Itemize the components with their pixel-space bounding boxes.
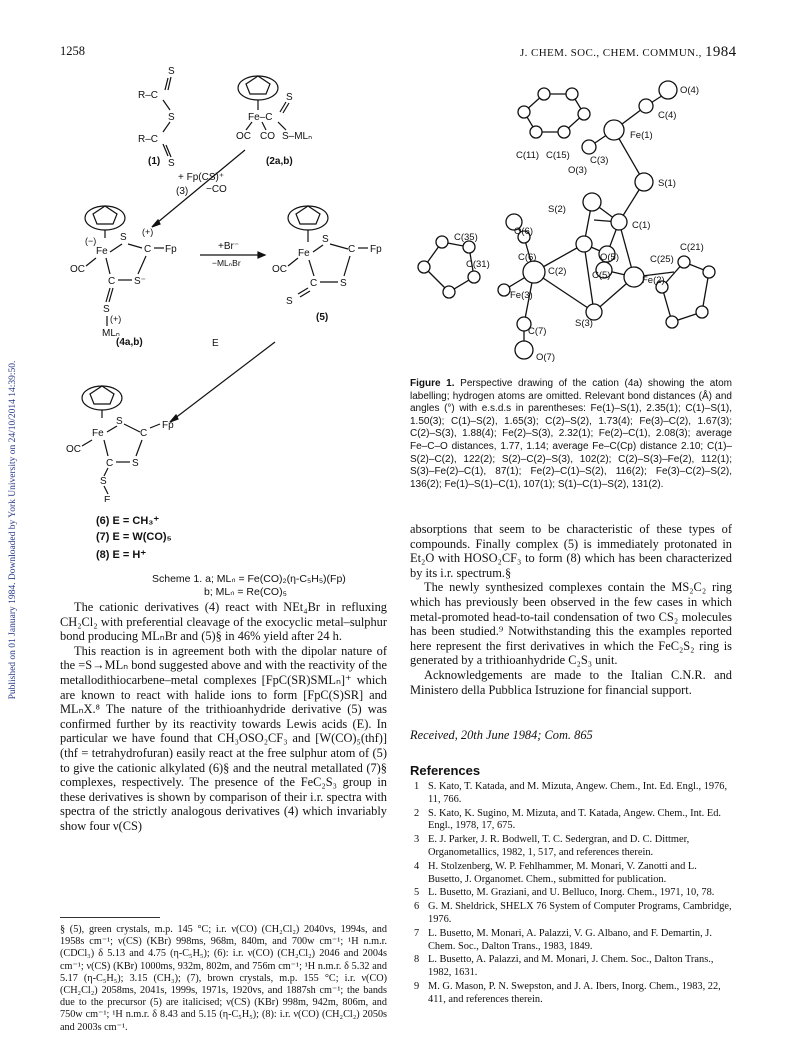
ref-text: L. Busetto, A. Palazzi, and M. Monari, J. Chem. Soc., Dalton Trans., 1982, 1631. xyxy=(428,954,714,979)
svg-text:Fp: Fp xyxy=(162,420,174,431)
reference-item xyxy=(410,954,732,980)
arrow1-reagent-number: (3) xyxy=(176,186,189,197)
caption-title: Figure 1. xyxy=(410,378,455,389)
page-number: 1258 xyxy=(60,44,85,58)
atom-label: Fe(2) xyxy=(642,275,665,286)
watermark-text: Published on 01 January 1984. Downloaded by York University on 24/10/2014 14:39:50. xyxy=(8,360,18,700)
svg-text:Fe: Fe xyxy=(92,428,104,439)
atom-label: C(35) xyxy=(454,232,478,243)
svg-text:R–C: R–C xyxy=(138,134,159,145)
atom-label: O(7) xyxy=(536,352,555,363)
svg-text:E: E xyxy=(104,495,111,502)
svg-text:OC: OC xyxy=(66,444,81,455)
compound-5-structure xyxy=(272,206,382,307)
journal-year: 1984 xyxy=(704,44,737,60)
paragraph: The cationic derivatives (4) react with NEt₄Br in refluxing CH₂Cl₂ with preferential cleavage of the exocyclic metal–sulphur bond producing MLₙBr and (5)§ in 46% yield after 24 h. xyxy=(60,600,387,644)
journal-header xyxy=(520,44,737,61)
svg-text:C: C xyxy=(348,244,356,255)
compound-4-structure xyxy=(70,206,177,339)
atom-label: O(6) xyxy=(514,226,533,237)
ref-number: 7 xyxy=(414,927,420,939)
ref-number: 8 xyxy=(414,954,420,966)
label-compound-1: (1) xyxy=(148,156,161,167)
compound-2-structure xyxy=(236,76,312,142)
atom-label: O(5) xyxy=(600,252,619,263)
atom-label: C(5) xyxy=(592,270,611,281)
atom-label: C(21) xyxy=(680,242,704,253)
label-compound-4: (4a,b) xyxy=(116,337,143,348)
figure-1-caption xyxy=(410,378,732,491)
atom-label: C(25) xyxy=(650,254,674,265)
reference-item xyxy=(410,808,732,834)
footnote: § (5), green crystals, m.p. 145 °C; i.r. ν(CO) (CH₂Cl₂) 2040vs, 1994s, and 1958s cm⁻¹; ν(CS) (KBr) 998ms, 968m, 840m, and 700w cm⁻¹; ¹H n.m.r. (CDCl₃) δ 5.13 and 4.75 (η-C₅H₅); (6): i.r. ν(CO) (CH₂Cl₂) 2046 and 2004s cm⁻¹; ν(CS) (KBr) 1000ms, 932m, 802m, and 756m cm⁻¹; ¹H n.m.r. δ 5.32 and 5.17 (η-C₅H₅); 3.15 (CH₃); (7), brown crystals, m.p. 155 °C; i.r. ν(CO) (CH₂Cl₂) 2058ms, 2041s, 1999s, 1971s, 1920vs, and 1887sh cm⁻¹; the bands due to the precursor (5) are italicised; ν(CS) (KBr) 998m, 942m, 806m, and 750w cm⁻¹; ¹H n.m.r. δ 8.43 and 5.15 (η-C₅H₅); (8): i.r. ν(CO) (CH₂Cl₂) 2050s and 2003s cm⁻¹. xyxy=(60,924,387,1033)
ref-number: 1 xyxy=(414,781,420,792)
svg-text:S⁻: S⁻ xyxy=(134,276,146,287)
svg-text:S: S xyxy=(116,416,123,427)
reference-list xyxy=(410,781,732,1008)
figure-1-drawing xyxy=(414,72,732,372)
arrow1-reagent: + Fp(CS)⁺ xyxy=(178,172,225,183)
svg-text:S: S xyxy=(132,458,139,469)
scheme-1-drawing xyxy=(60,62,400,502)
svg-text:C: C xyxy=(106,458,114,469)
label-compound-2: (2a,b) xyxy=(266,156,293,167)
svg-text:(−): (−) xyxy=(85,236,97,246)
atom-label: C(7) xyxy=(528,326,547,337)
reference-item xyxy=(410,928,732,954)
arrow3-reagent: E xyxy=(212,338,219,349)
label-compound-5: (5) xyxy=(316,312,329,323)
svg-text:S: S xyxy=(286,296,293,307)
svg-text:R–C: R–C xyxy=(138,90,159,101)
reference-item xyxy=(410,834,732,860)
paragraph: absorptions that seem to be characteristic of these types of compounds. Finally complex (5) is immediately protonated in Et₂O with HOSO₂CF₃ to form (8) which has been characterized by its i.r. spectrum.§ xyxy=(410,522,732,580)
ref-number: 3 xyxy=(414,834,420,846)
paragraph: This reaction is in agreement both with the dipolar nature of the =S→MLₙ bond suggested above and with the reactivity of the metallodithiocarbene–metal complexes [FpC(SR)SMLₙ]⁺ which are known to react with halide ions to form [FpC(S)SR] and MLₙX.⁸ The nature of the trithioanhydride derivative (5) was confirmed further by its reactivity towards Lewis acids (E). In particular we have found that CH₃OSO₂CF₃ and [W(CO)₅(thf)] (thf = tetrahydrofuran) easily react at the free sulphur atom of (5) to give the cationic alkylated (6)§ and the neutral metallated (7)§ complexes, respectively. The presence of the FeC₂S₃ group in these derivatives is shown by comparison of their i.r. spectra with spectra of the strictly analogous derivatives (4) which invariably show four ν(CS) xyxy=(60,643,387,833)
product-8: (8) E = H⁺ xyxy=(96,549,147,561)
reference-item xyxy=(410,901,732,927)
arrow1-loss: −CO xyxy=(206,184,227,195)
reference-item xyxy=(410,887,732,900)
svg-text:C: C xyxy=(144,244,152,255)
svg-text:S: S xyxy=(103,304,110,315)
svg-text:Fe–C: Fe–C xyxy=(248,112,273,123)
product-7: (7) E = W(CO)₅ xyxy=(96,531,172,543)
atom-label: C(6) xyxy=(518,252,537,263)
arrow2-loss: −MLₙBr xyxy=(212,258,241,268)
caption-text: Perspective drawing of the cation (4a) showing the atom labelling; hydrogen atoms are omitted. Relevant bond distances (Å) and angles (°) with e.s.d.s in parentheses: Fe(1)–S(1), 2.35(1); C(1)–S(1), 1.50(3); C(1)–S(2), 1.65(3); C(2)–S(2), 1.73(4); Fe(3)–C(2), 1.67(3); C(2)–S(3), 1.88(4); Fe(2)–S(3), 2.32(1); Fe(2)–C(1), 2.08(3); average Fe–C–O distances, 1.77, 1.14; average Fe–C(Cp) distance 2.10; C(1)–S(2)–C(2), 122(2); S(2)–C(2)–S(3), 102(2); C(2)–S(3)–Fe(2), 112(1); S(3)–Fe(2)–C(1), 87(1); Fe(2)–C(1)–S(2), 116(2); Fe(3)–C(2)–S(2), 136(2); Fe(1)–S(1)–C(1), 107(1); S(1)–C(1)–S(2), 131(2). xyxy=(410,378,732,490)
svg-text:S: S xyxy=(168,112,175,123)
svg-text:OC: OC xyxy=(236,131,251,142)
atom-label: C(1) xyxy=(632,220,651,231)
ref-text: S. Kato, T. Katada, and M. Mizuta, Angew. Chem., Int. Ed. Engl., 1976, 11, 766. xyxy=(428,781,728,805)
svg-text:S: S xyxy=(168,66,175,77)
atom-label: C(15) xyxy=(546,150,570,161)
svg-text:(+): (+) xyxy=(142,227,154,237)
ref-number: 9 xyxy=(414,980,420,992)
atom-label: C(4) xyxy=(658,110,677,121)
footnote-rule xyxy=(60,917,160,918)
svg-text:S–MLₙ: S–MLₙ xyxy=(282,131,313,142)
svg-text:S: S xyxy=(286,92,293,103)
svg-text:Fp: Fp xyxy=(370,244,382,255)
ref-number: 2 xyxy=(414,807,420,819)
atom-label: O(4) xyxy=(680,85,699,96)
svg-text:OC: OC xyxy=(70,264,85,275)
svg-text:C: C xyxy=(108,276,116,287)
atom-label: C(11) xyxy=(516,150,540,161)
svg-text:S: S xyxy=(168,158,175,169)
reference-item xyxy=(410,781,732,807)
reference-item xyxy=(410,981,732,1007)
ref-text: M. G. Mason, P. N. Swepston, and J. A. Ibers, Inorg. Chem., 1983, 22, 411, and references therein. xyxy=(428,980,721,1005)
atom-label: C(31) xyxy=(466,259,490,270)
product-structure xyxy=(66,386,174,502)
atom-label: C(2) xyxy=(548,266,567,277)
ref-text: S. Kato, K. Sugino, M. Mizuta, and T. Katada, Angew. Chem., Int. Ed. Engl., 1978, 17, 675. xyxy=(428,807,722,832)
atom-label: C(3) xyxy=(590,155,609,166)
ref-text: E. J. Parker, J. R. Bodwell, T. C. Sedergran, and D. C. Dittmer, Organometallics, 1982, 1, 517, and references therein. xyxy=(428,834,690,858)
svg-text:Fp: Fp xyxy=(165,244,177,255)
journal-name: J. CHEM. SOC., CHEM. COMMUN., xyxy=(520,47,702,59)
right-column-body xyxy=(410,522,732,697)
paragraph: Acknowledgements are made to the Italian C.N.R. and Ministero della Pubblica Istruzione for financial support. xyxy=(410,667,732,697)
svg-text:C: C xyxy=(310,278,318,289)
svg-text:S: S xyxy=(120,232,127,243)
ref-number: 4 xyxy=(414,860,420,872)
svg-text:Fe: Fe xyxy=(96,246,108,257)
atom-label: O(3) xyxy=(568,165,587,176)
svg-text:(+): (+) xyxy=(110,314,122,324)
product-6: (6) E = CH₃⁺ xyxy=(96,515,160,527)
svg-text:C: C xyxy=(140,428,148,439)
atom-label: Fe(3) xyxy=(510,290,533,301)
svg-text:MLₙ: MLₙ xyxy=(102,328,120,339)
atom-label: S(3) xyxy=(575,318,593,329)
molecule-atoms xyxy=(418,81,715,359)
left-column-body xyxy=(60,600,387,834)
references-heading: References xyxy=(410,763,481,778)
compound-1-structure xyxy=(138,66,175,169)
ref-number: 5 xyxy=(414,887,420,899)
ref-text: L. Busetto, M. Monari, A. Palazzi, V. G. Albano, and F. Demartin, J. Chem. Soc., Dalton Trans., 1983, 1849. xyxy=(428,927,712,952)
ref-text: H. Stolzenberg, W. P. Fehlhammer, M. Monari, V. Zanotti and L. Busetto, J. Organomet. Chem., submitted for publication. xyxy=(428,860,697,885)
scheme-caption-b: b; MLₙ = Re(CO)₅ xyxy=(204,586,287,598)
download-watermark xyxy=(2,250,24,810)
ref-text: G. M. Sheldrick, SHELX 76 System of Computer Programs, Cambridge, 1976. xyxy=(428,901,732,925)
received-date: Received, 20th June 1984; Com. 865 xyxy=(410,728,593,742)
paragraph: The newly synthesized complexes contain the MS₂C₂ ring which has previously been observed in the few cases in which metal-promoted head-to-tail condensation of two CS₂ molecules has been studied.⁹ Notwithstanding this the examples reported here represent the first derivatives in which the FeC₂S₂ ring is generated by a trithioanhydride C₂S₃ unit. xyxy=(410,580,732,668)
ref-number: 6 xyxy=(414,901,420,913)
reference-item xyxy=(410,861,732,887)
atom-label: S(1) xyxy=(658,178,676,189)
arrow2-reagent: +Br⁻ xyxy=(218,241,240,252)
svg-text:CO: CO xyxy=(260,131,275,142)
svg-text:OC: OC xyxy=(272,264,287,275)
ref-text: L. Busetto, M. Graziani, and U. Belluco, Inorg. Chem., 1971, 10, 78. xyxy=(428,887,715,899)
svg-text:S: S xyxy=(322,234,329,245)
atom-label: Fe(1) xyxy=(630,130,653,141)
svg-text:S: S xyxy=(100,476,107,487)
scheme-caption-a: Scheme 1. a; MLₙ = Fe(CO)₂(η-C₅H₅)(Fp) xyxy=(152,573,346,585)
svg-text:Fe: Fe xyxy=(298,248,310,259)
svg-text:S: S xyxy=(340,278,347,289)
atom-label: S(2) xyxy=(548,204,566,215)
